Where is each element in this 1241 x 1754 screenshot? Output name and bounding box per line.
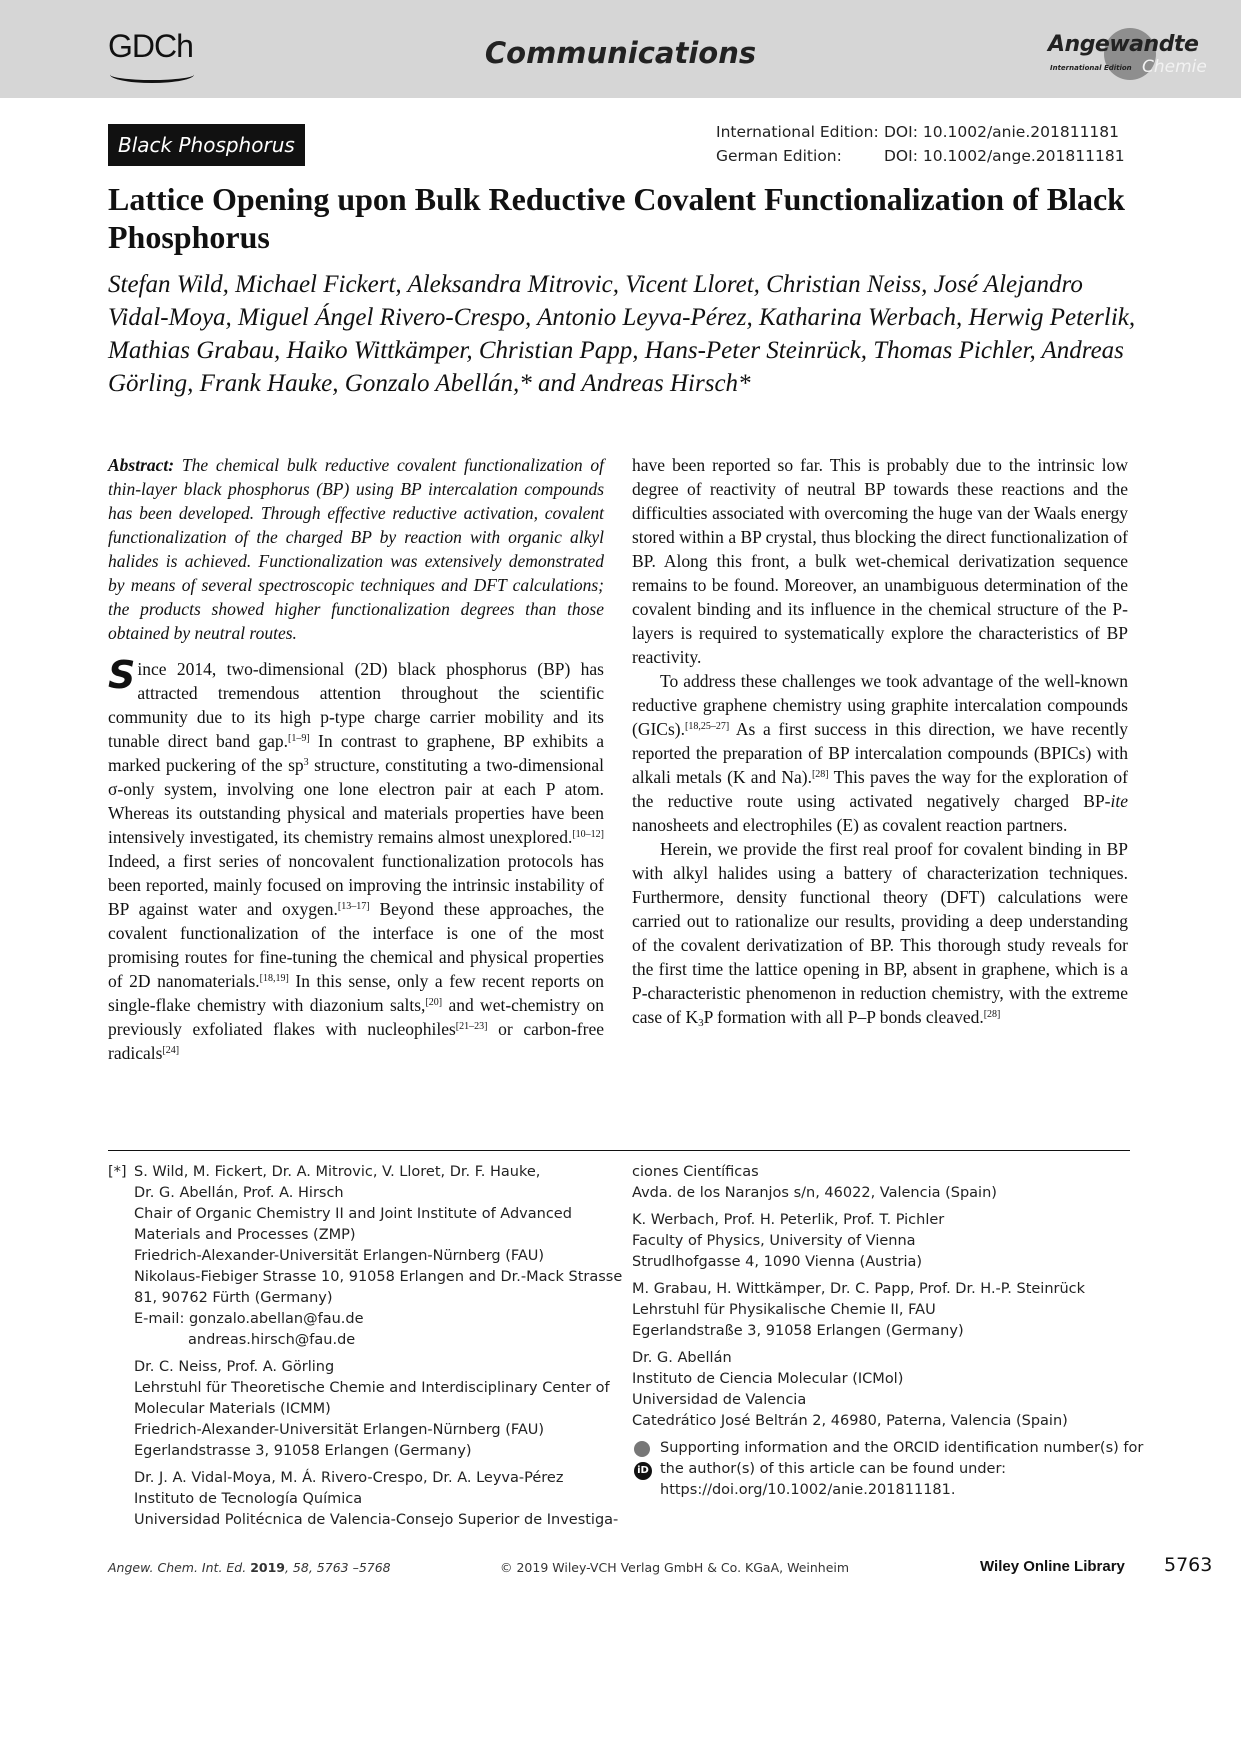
ref-1-9[interactable]: [1–9] bbox=[288, 733, 310, 744]
ref-24[interactable]: [24] bbox=[162, 1045, 180, 1056]
si-line: the author(s) of this article can be found under: bbox=[660, 1461, 1007, 1477]
ref-21-23[interactable]: [21–23] bbox=[455, 1021, 488, 1032]
page-header bbox=[0, 0, 1241, 98]
ite-italic: ite bbox=[1110, 791, 1128, 811]
citation bbox=[108, 1560, 391, 1575]
supporting-info-icon bbox=[634, 1441, 650, 1457]
drop-cap: S bbox=[108, 653, 136, 697]
body-paragraph-1 bbox=[108, 653, 605, 1065]
aff-line: Chair of Organic Chemistry II and Joint Institute of Advanced bbox=[134, 1206, 572, 1222]
aff-line: Molecular Materials (ICMM) bbox=[134, 1401, 331, 1417]
aff-line: Dr. J. A. Vidal-Moya, M. Á. Rivero-Crespo, Dr. A. Leyva-Pérez bbox=[134, 1470, 564, 1486]
p1-text-6: In this sense, only a few recent reports on single-flake chemistry with diazonium salts, bbox=[108, 971, 605, 1015]
abstract-label: Abstract: bbox=[108, 455, 175, 475]
p2-text-2: As a first success in this direction, we have recently reported the preparation of BP intercalation compounds (BPICs) with alkali metals (K and Na). bbox=[632, 719, 1128, 787]
aff-line: ciones Científicas bbox=[632, 1164, 759, 1180]
aff-line: Friedrich-Alexander-Universität Erlangen-Nürnberg (FAU) bbox=[134, 1248, 545, 1264]
logo-edition-text: International Edition bbox=[1050, 64, 1132, 72]
doi-german-value[interactable]: DOI: 10.1002/ange.201811181 bbox=[884, 147, 1125, 165]
doi-german-label: German Edition: bbox=[716, 147, 842, 165]
aff-line: Strudlhofgasse 4, 1090 Vienna (Austria) bbox=[632, 1254, 923, 1270]
logo-chemie-text: Chemie bbox=[1142, 57, 1207, 77]
p3-text-1: Herein, we provide the first real proof for covalent binding in BP with alkyl halides using a battery of characterization techniques. Furthermore, density functional theory (DFT) calculations were carried out to rationalize our results, providing a deep understanding of the covalent derivatization of BP. This thorough study reveals for the first time the lattice opening in BP, absent in graphene, which is a P-characteristic phenomenon in reduction chemistry, with the extreme case of K bbox=[632, 839, 1128, 1027]
sp3-superscript: 3 bbox=[303, 757, 309, 768]
gdch-logo: GDCh bbox=[108, 28, 193, 64]
affiliation-group-4 bbox=[632, 1210, 1152, 1273]
ref-10-12[interactable]: [10–12] bbox=[572, 829, 604, 840]
supporting-info bbox=[632, 1438, 1152, 1501]
author-list: Stefan Wild, Michael Fickert, Aleksandra Mitrovic, Vicent Lloret, Christian Neiss, José Alejandro Vidal-Moya, Miguel Ángel Rivero-Crespo, Antonio Leyva-Pérez, Katharina Werbach, Herwig Peterlik, Mathias Grabau, Haiko Wittkämper, Christian Papp, Hans-Peter Steinrück, Thomas Pichler, Andreas Görling, Frank Hauke, Gonzalo Abellán,* and Andreas Hirsch* bbox=[108, 271, 1136, 397]
doi-german bbox=[716, 144, 1125, 168]
p1-text-2: In contrast to graphene, BP exhibits a marked puckering of the sp bbox=[108, 731, 604, 775]
affiliation-group-5 bbox=[632, 1279, 1152, 1342]
aff-line: Nikolaus-Fiebiger Strasse 10, 91058 Erlangen and Dr.-Mack Strasse bbox=[134, 1269, 623, 1285]
ref-18-19[interactable]: [18,19] bbox=[259, 973, 289, 984]
aff-line: Materials and Processes (ZMP) bbox=[134, 1227, 356, 1243]
aff-line: Egerlandstrasse 3, 91058 Erlangen (Germany) bbox=[134, 1443, 472, 1459]
page-number: 5763 bbox=[1164, 1554, 1213, 1576]
p2-text-4: nanosheets and electrophiles (E) as covalent reaction partners. bbox=[632, 815, 1068, 835]
affiliation-group-3 bbox=[134, 1468, 638, 1531]
wiley-online-library[interactable]: Wiley Online Library bbox=[980, 1558, 1125, 1575]
aff-line: Dr. G. Abellán, Prof. A. Hirsch bbox=[134, 1185, 344, 1201]
corresponding-marker: [*] bbox=[108, 1164, 127, 1180]
section-title: Communications bbox=[484, 36, 757, 70]
abstract-text: The chemical bulk reductive covalent functionalization of thin-layer black phosphorus (BP) using BP intercalation compounds has been developed. Through effective reductive activation, covalent functionalization of the charged BP by reaction with organic alkyl halides is achieved. Functionalization was extensively demonstrated by means of several spectroscopic techniques and DFT calculations; the products showed higher functionalization degrees than those obtained by neutral routes. bbox=[108, 455, 605, 643]
p1-text-5: Beyond these approaches, the covalent functionalization of the interface is one of the most promising routes for fine-tuning the chemical and physical properties of 2D nanomaterials. bbox=[108, 899, 604, 991]
affiliation-group-6 bbox=[632, 1348, 1152, 1432]
body-paragraph-2 bbox=[632, 669, 1128, 837]
aff-line: Universidad Politécnica de Valencia-Consejo Superior de Investiga- bbox=[134, 1512, 619, 1528]
k3p-subscript: 3 bbox=[698, 1017, 704, 1029]
p1-text-7: and wet-chemistry on previously exfoliated flakes with nucleophiles bbox=[108, 995, 604, 1039]
doi-international bbox=[716, 120, 1125, 144]
copyright: © 2019 Wiley-VCH Verlag GmbH & Co. KGaA, Weinheim bbox=[500, 1560, 850, 1575]
article-title: Lattice Opening upon Bulk Reductive Covalent Functionalization of Black Phosphorus bbox=[108, 181, 1125, 255]
left-column bbox=[108, 453, 604, 1065]
right-column bbox=[632, 453, 1128, 1029]
cite-journal: Angew. Chem. Int. Ed. bbox=[108, 1560, 247, 1575]
aff-line: Dr. G. Abellán bbox=[632, 1350, 732, 1366]
body-paragraph-3 bbox=[632, 837, 1128, 1029]
cite-volume-pages: , 58, 5763 –5768 bbox=[284, 1560, 391, 1575]
doi-international-label: International Edition: bbox=[716, 123, 879, 141]
aff-line: K. Werbach, Prof. H. Peterlik, Prof. T. Pichler bbox=[632, 1212, 945, 1228]
ref-18-25-27[interactable]: [18,25–27] bbox=[684, 721, 730, 732]
aff-line: Catedrático José Beltrán 2, 46980, Paterna, Valencia (Spain) bbox=[632, 1413, 1068, 1429]
aff-line: M. Grabau, H. Wittkämper, Dr. C. Papp, Prof. Dr. H.-P. Steinrück bbox=[632, 1281, 1086, 1297]
affiliation-group-2 bbox=[134, 1357, 638, 1462]
p1-text-9: have been reported so far. This is probably due to the intrinsic low degree of reactivity of neutral BP towards these reactions and the difficulties associated with overcoming the huge van der Waals energy stored within a BP crystal, thus blocking the direct functionalization of BP. Along this front, a bulk wet-chemical derivatization sequence remains to be found. Moreover, an unambiguous determination of the covalent binding and its influence in the chemical structure of the P-layers is required to systematically explore the characteristics of BP reactivity. bbox=[632, 455, 1128, 667]
ref-13-17[interactable]: [13–17] bbox=[337, 901, 370, 912]
cite-year: 2019 bbox=[250, 1560, 285, 1575]
p1-text-3: structure, constituting a two-dimensional σ-only system, involving one lone electron pair at each P atom. Whereas its outstanding physical and materials properties have been intensively investigated, its chemistry remains almost unexplored. bbox=[108, 755, 604, 847]
doi-block bbox=[716, 120, 1125, 168]
page-footer bbox=[0, 1554, 1241, 1584]
ref-28b[interactable]: [28] bbox=[983, 1009, 1001, 1020]
journal-logo bbox=[1040, 26, 1210, 82]
email-line-2[interactable]: andreas.hirsch@fau.de bbox=[188, 1332, 356, 1348]
affiliation-group-3-cont bbox=[632, 1162, 1152, 1204]
aff-line: Universidad de Valencia bbox=[632, 1392, 807, 1408]
si-line: Supporting information and the ORCID identification number(s) for bbox=[660, 1440, 1144, 1456]
p2-text-3: This paves the way for the exploration of the reductive route using activated negatively charged BP- bbox=[632, 767, 1128, 811]
aff-line: Faculty of Physics, University of Vienna bbox=[632, 1233, 916, 1249]
affiliations-divider bbox=[108, 1150, 1130, 1151]
aff-line: Lehrstuhl für Physikalische Chemie II, FAU bbox=[632, 1302, 936, 1318]
ref-28[interactable]: [28] bbox=[811, 769, 829, 780]
aff-line: Lehrstuhl für Theoretische Chemie and Interdisciplinary Center of bbox=[134, 1380, 610, 1396]
aff-line: S. Wild, M. Fickert, Dr. A. Mitrovic, V. Lloret, Dr. F. Hauke, bbox=[134, 1164, 541, 1180]
aff-line: 81, 90762 Fürth (Germany) bbox=[134, 1290, 333, 1306]
p1-text-8: or carbon-free radicals bbox=[108, 1019, 604, 1063]
aff-line: Friedrich-Alexander-Universität Erlangen-Nürnberg (FAU) bbox=[134, 1422, 545, 1438]
doi-international-value[interactable]: DOI: 10.1002/anie.201811181 bbox=[884, 123, 1120, 141]
aff-line: Instituto de Tecnología Química bbox=[134, 1491, 363, 1507]
topic-label: Black Phosphorus bbox=[108, 124, 305, 166]
p3-text-2: P formation with all P–P bonds cleaved. bbox=[703, 1007, 984, 1027]
p1-text-4: Indeed, a first series of noncovalent functionalization protocols has been reported, mainly focused on improving the intrinsic instability of BP against water and oxygen. bbox=[108, 851, 604, 919]
affiliation-group-1 bbox=[134, 1162, 638, 1351]
affiliations-left bbox=[108, 1162, 638, 1537]
p1-text-1: ince 2014, two-dimensional (2D) black phosphorus (BP) has attracted tremendous attention throughout the scientific community due to its high p-type charge carrier mobility and its tunable direct band gap. bbox=[108, 659, 604, 751]
p2-text-1: To address these challenges we took advantage of the well-known reductive graphene chemistry using graphite intercalation compounds (GICs). bbox=[632, 671, 1128, 739]
email-line[interactable]: E-mail: gonzalo.abellan@fau.de bbox=[134, 1311, 364, 1327]
aff-line: Egerlandstraße 3, 91058 Erlangen (Germany) bbox=[632, 1323, 964, 1339]
abstract bbox=[108, 453, 604, 645]
si-link[interactable]: https://doi.org/10.1002/anie.201811181. bbox=[660, 1482, 956, 1498]
orcid-icon: iD bbox=[634, 1462, 652, 1480]
aff-line: Dr. C. Neiss, Prof. A. Görling bbox=[134, 1359, 335, 1375]
affiliations-right bbox=[632, 1162, 1152, 1501]
aff-line: Instituto de Ciencia Molecular (ICMol) bbox=[632, 1371, 904, 1387]
aff-line: Avda. de los Naranjos s/n, 46022, Valencia (Spain) bbox=[632, 1185, 997, 1201]
body-paragraph-1-cont bbox=[632, 453, 1128, 669]
logo-main-text: Angewandte bbox=[1048, 32, 1199, 57]
ref-20[interactable]: [20] bbox=[425, 997, 443, 1008]
